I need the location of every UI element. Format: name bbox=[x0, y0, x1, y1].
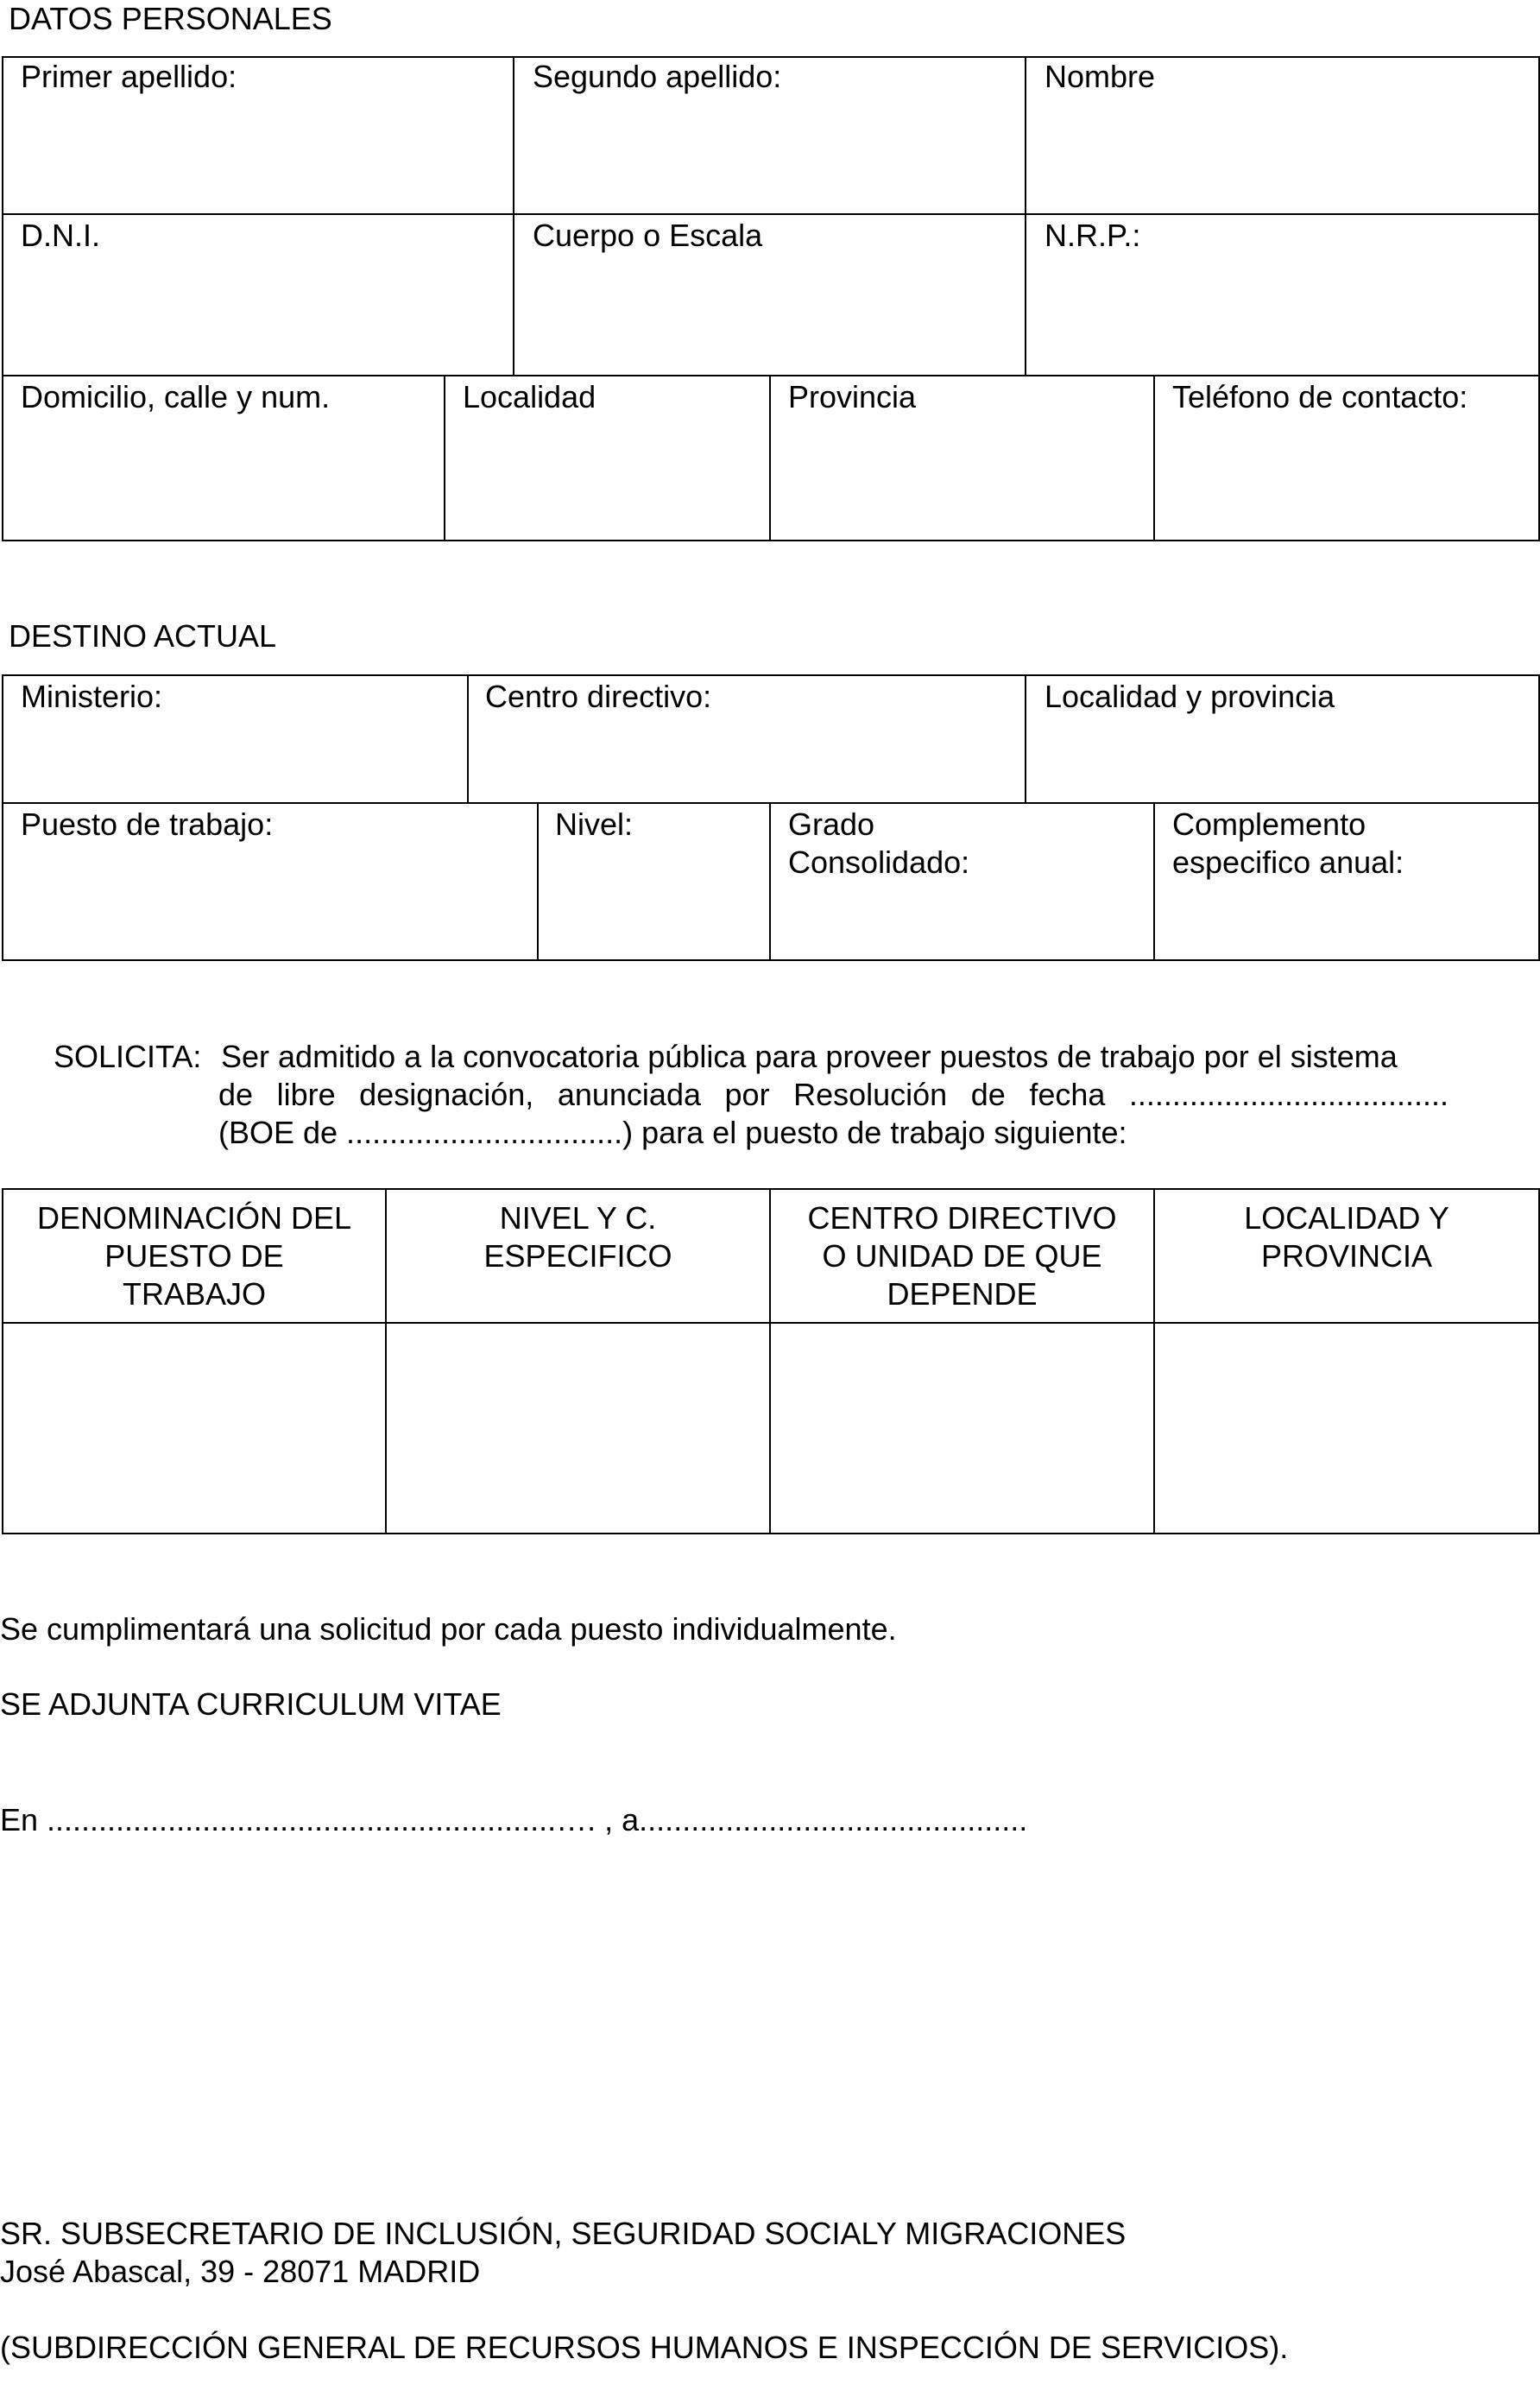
solicita-line-2: de libre designación, anunciada por Resolución de fecha ..................................... bbox=[218, 1077, 1448, 1112]
input-localidad[interactable] bbox=[446, 420, 767, 538]
solicita-line-3: (BOE de ................................) para el puesto de trabajo siguiente: bbox=[218, 1115, 1127, 1150]
input-nivel[interactable] bbox=[540, 846, 767, 958]
input-dni[interactable] bbox=[3, 258, 511, 371]
input-grado-consolidado[interactable] bbox=[772, 884, 1152, 958]
input-primer-apellido[interactable] bbox=[3, 99, 511, 210]
field-label-centro-directivo: Centro directivo: bbox=[485, 679, 712, 714]
table-cell-localidad-provincia[interactable] bbox=[1156, 1325, 1538, 1531]
field-label-dni: D.N.I. bbox=[21, 218, 101, 253]
field-label-ministerio: Ministerio: bbox=[21, 679, 163, 714]
input-ministerio[interactable] bbox=[3, 718, 465, 800]
table-cell-nivel[interactable] bbox=[388, 1325, 767, 1531]
input-nrp[interactable] bbox=[1027, 258, 1538, 371]
field-label-grado-line2: Consolidado: bbox=[788, 844, 970, 880]
solicita-line-1: Ser admitido a la convocatoria pública para proveer puestos de trabajo por el sistema bbox=[221, 1039, 1398, 1074]
input-complemento-especifico[interactable] bbox=[1156, 884, 1538, 958]
field-label-grado-line1: Grado bbox=[788, 806, 875, 842]
field-label-nrp: N.R.P.: bbox=[1045, 218, 1141, 253]
table-header-denominacion: DENOMINACIÓN DEL PUESTO DE TRABAJO bbox=[36, 1200, 352, 1312]
field-label-complemento-line1: Complemento bbox=[1172, 806, 1366, 842]
section-title-datos-personales: DATOS PERSONALES bbox=[9, 1, 332, 36]
field-label-localidad-provincia: Localidad y provincia bbox=[1045, 679, 1335, 714]
destinatario-subdireccion: (SUBDIRECCIÓN GENERAL DE RECURSOS HUMANOS E INSPECCIÓN DE SERVICIOS). bbox=[0, 2330, 1289, 2365]
field-label-cuerpo-escala: Cuerpo o Escala bbox=[533, 218, 763, 253]
input-puesto-trabajo[interactable] bbox=[3, 846, 535, 958]
input-telefono[interactable] bbox=[1156, 420, 1538, 538]
field-label-localidad: Localidad bbox=[463, 379, 596, 414]
solicita-label: SOLICITA: bbox=[54, 1039, 202, 1074]
table-cell-denominacion[interactable] bbox=[3, 1325, 383, 1531]
input-domicilio[interactable] bbox=[3, 420, 442, 538]
field-label-nivel: Nivel: bbox=[555, 806, 634, 842]
destinatario-line-1: SR. SUBSECRETARIO DE INCLUSIÓN, SEGURIDAD SOCIALY MIGRACIONES bbox=[0, 2216, 1127, 2251]
input-provincia[interactable] bbox=[772, 420, 1152, 538]
table-header-nivel: NIVEL Y C. ESPECIFICO bbox=[483, 1200, 672, 1274]
input-nombre[interactable] bbox=[1027, 99, 1538, 210]
input-centro-directivo[interactable] bbox=[470, 718, 1023, 800]
field-label-segundo-apellido: Segundo apellido: bbox=[533, 59, 782, 94]
table-header-centro-directivo: CENTRO DIRECTIVO O UNIDAD DE QUE DEPENDE bbox=[807, 1200, 1117, 1312]
field-label-domicilio: Domicilio, calle y num. bbox=[21, 379, 331, 414]
input-segundo-apellido[interactable] bbox=[515, 99, 1023, 210]
field-label-telefono: Teléfono de contacto: bbox=[1172, 379, 1468, 414]
note-adjunta-cv: SE ADJUNTA CURRICULUM VITAE bbox=[0, 1686, 502, 1722]
field-label-nombre: Nombre bbox=[1045, 59, 1156, 94]
field-label-puesto-trabajo: Puesto de trabajo: bbox=[21, 806, 274, 842]
input-cuerpo-escala[interactable] bbox=[515, 258, 1023, 371]
field-label-provincia: Provincia bbox=[788, 379, 917, 414]
field-label-primer-apellido: Primer apellido: bbox=[21, 59, 237, 94]
note-individual: Se cumplimentará una solicitud por cada puesto individualmente. bbox=[0, 1611, 897, 1647]
table-cell-centro-directivo[interactable] bbox=[772, 1325, 1152, 1531]
field-label-complemento-line2: especifico anual: bbox=[1172, 844, 1404, 880]
lugar-fecha-line: En ...........................................................…. , a............................................. bbox=[0, 1802, 1028, 1837]
destinatario-address: José Abascal, 39 - 28071 MADRID bbox=[0, 2254, 481, 2289]
input-localidad-provincia[interactable] bbox=[1027, 718, 1538, 800]
table-header-localidad-provincia: LOCALIDAD Y PROVINCIA bbox=[1244, 1200, 1449, 1274]
section-title-destino-actual: DESTINO ACTUAL bbox=[9, 618, 277, 654]
